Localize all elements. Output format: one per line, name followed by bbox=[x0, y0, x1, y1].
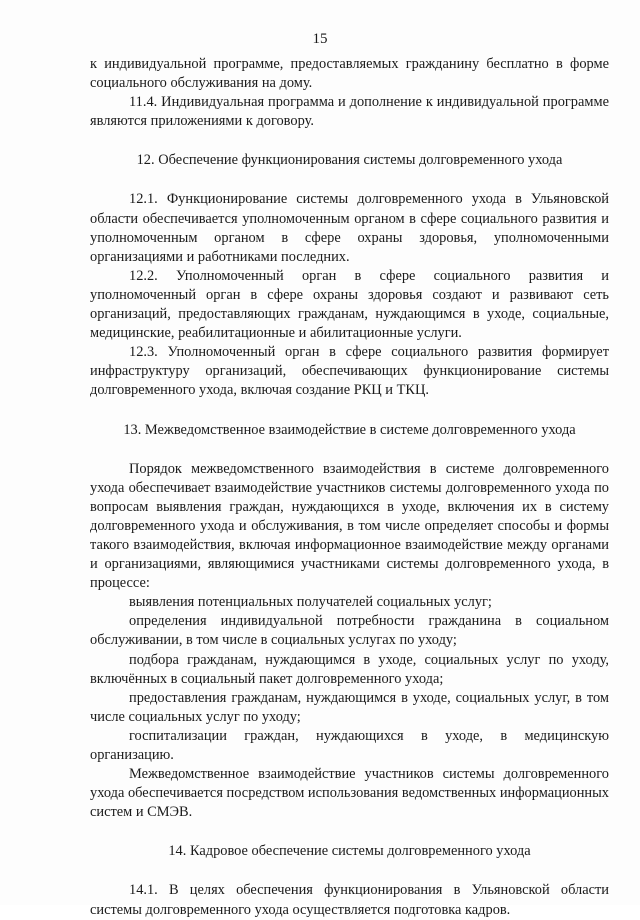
paragraph-12-2: 12.2. Уполномоченный орган в сфере социального развития и уполномоченный орган в сфере охраны здоровья создают и развивают сеть организаций, предоставляющих гражданам, нуждающимся в уходе, социальные, медицинские, реабилитационные и абилитационные услуги. bbox=[90, 267, 609, 342]
document-body bbox=[90, 55, 609, 920]
list-item-service-provision: предоставления гражданам, нуждающимся в уходе, социальных услуг, в том числе социальных услуг по уходу; bbox=[90, 689, 609, 725]
paragraph-13-intro: Порядок межведомственного взаимодействия в системе долговременного ухода обеспечивает взаимодействие участников системы долговременного ухода по вопросам выявления граждан, нуждающихся в уходе, включения их в систему долговременного ухода и обслуживания, в том числе определяет способы и формы такого взаимодействия, включая информационное взаимодействие между органами и организациями, являющимися участниками системы долговременного ухода, в процессе: bbox=[90, 460, 609, 592]
list-item-identification: выявления потенциальных получателей социальных услуг; bbox=[129, 594, 492, 611]
paragraph-13-systems: Межведомственное взаимодействие участников системы долговременного ухода обеспечивается посредством использования ведомственных информационных систем и СМЭВ. bbox=[90, 766, 609, 821]
section-heading-12: 12. Обеспечение функционирования системы долговременного ухода bbox=[136, 152, 563, 169]
list-item-needs-assessment: определения индивидуальной потребности гражданина в социальном обслуживании, в том числе в социальных услугах по уходу; bbox=[90, 613, 609, 649]
page-number: 15 bbox=[312, 31, 328, 47]
list-item-service-selection: подбора гражданам, нуждающимся в уходе, социальных услуг по уходу, включённых в социальный пакет долговременного ухода; bbox=[90, 651, 609, 687]
paragraph-14-1: 14.1. В целях обеспечения функционирования в Ульяновской области системы долговременного ухода осуществляется подготовка кадров. bbox=[90, 882, 609, 918]
paragraph-11-4: 11.4. Индивидуальная программа и дополнение к индивидуальной программе являются приложениями к договору. bbox=[90, 94, 609, 130]
paragraph-12-3: 12.3. Уполномоченный орган в сфере социального развития формирует инфраструктуру организаций, обеспечивающих функционирование системы долговременного ухода, включая создание РКЦ и ТКЦ. bbox=[90, 344, 609, 399]
section-heading-14: 14. Кадровое обеспечение системы долговременного ухода bbox=[168, 843, 531, 860]
list-item-hospitalization: госпитализации граждан, нуждающихся в уходе, в медицинскую организацию. bbox=[90, 727, 609, 763]
paragraph-continuation: к индивидуальной программе, предоставляемых гражданину бесплатно в форме социального обслуживания на дому. bbox=[90, 56, 609, 92]
paragraph-12-1: 12.1. Функционирование системы долговременного ухода в Ульяновской области обеспечивается уполномоченным органом в сфере социального развития и уполномоченным органом в сфере охраны здоровья, уполномоченными организациями и работниками последних. bbox=[90, 191, 609, 265]
section-heading-13: 13. Межведомственное взаимодействие в системе долговременного ухода bbox=[123, 421, 576, 438]
